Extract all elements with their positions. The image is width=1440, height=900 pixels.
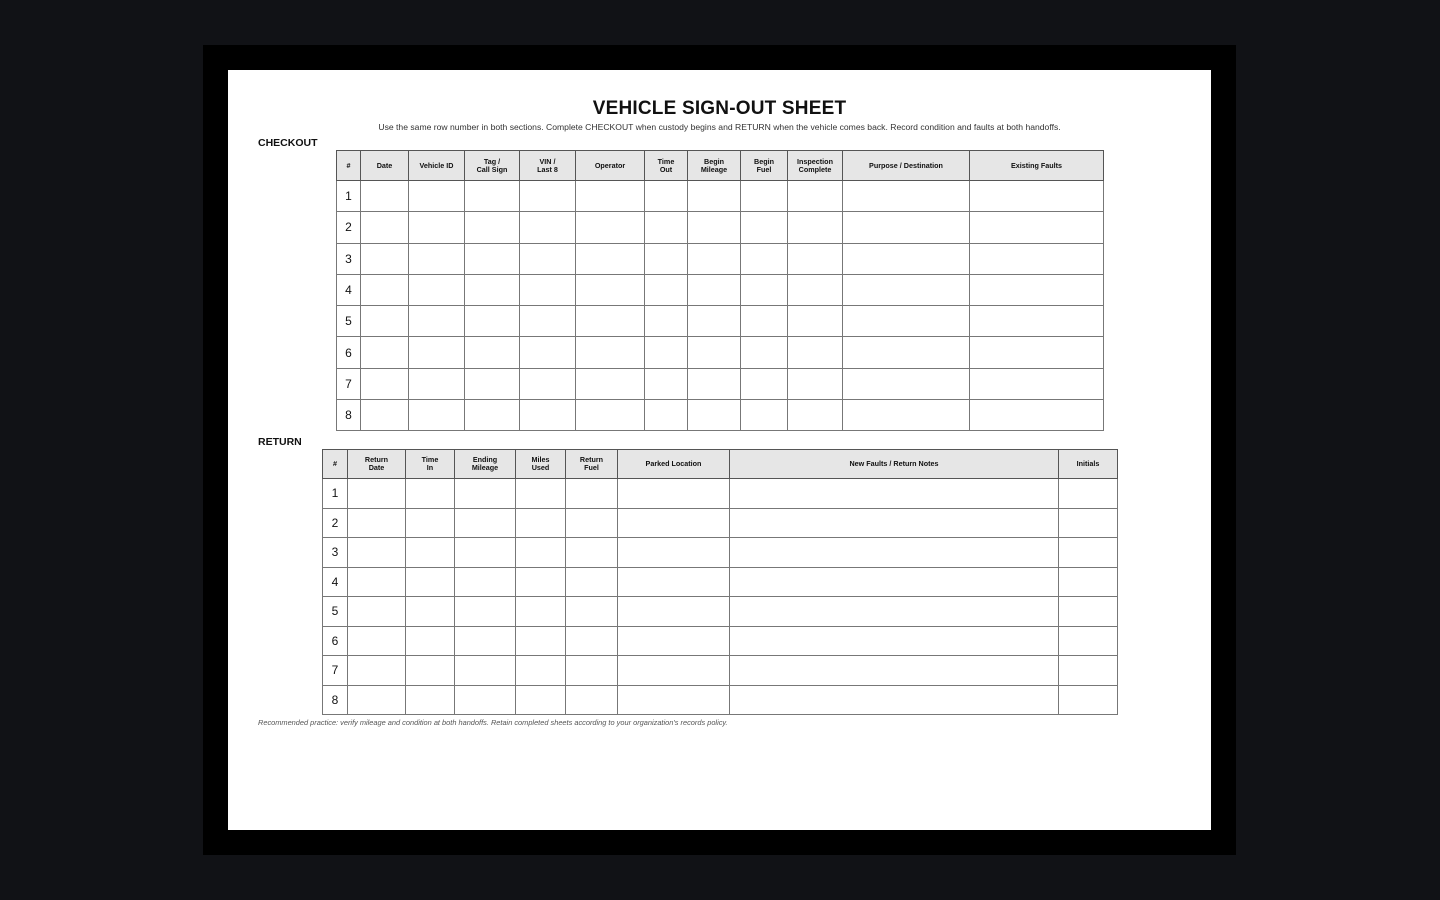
checkout-entry-cell[interactable]: [520, 243, 576, 274]
checkout-entry-cell[interactable]: [361, 274, 409, 305]
return-header-row: [323, 450, 1118, 479]
checkout-column-header: Begin Fuel: [741, 151, 788, 181]
return-entry-cell[interactable]: [406, 656, 455, 686]
checkout-header-row: [337, 151, 1104, 181]
checkout-entry-cell[interactable]: [409, 400, 465, 431]
checkout-entry-cell[interactable]: [688, 337, 741, 368]
checkout-entry-cell[interactable]: [843, 243, 970, 274]
checkout-entry-cell[interactable]: [645, 337, 688, 368]
checkout-entry-cell[interactable]: [970, 306, 1104, 337]
return-entry-cell[interactable]: [1059, 508, 1118, 538]
return-entry-cell[interactable]: [348, 597, 406, 627]
return-entry-cell[interactable]: [1059, 626, 1118, 656]
checkout-entry-cell[interactable]: [520, 368, 576, 399]
checkout-entry-cell[interactable]: [843, 212, 970, 243]
checkout-entry-cell[interactable]: [361, 306, 409, 337]
return-entry-cell[interactable]: [455, 597, 516, 627]
return-table-row: [323, 508, 1118, 538]
return-entry-cell[interactable]: [618, 656, 730, 686]
return-entry-cell[interactable]: [618, 479, 730, 509]
checkout-entry-cell[interactable]: [576, 181, 645, 212]
return-table-row: [323, 626, 1118, 656]
return-entry-cell[interactable]: [1059, 567, 1118, 597]
checkout-entry-cell[interactable]: [465, 243, 520, 274]
checkout-entry-cell[interactable]: [688, 212, 741, 243]
checkout-column-header: Inspection Complete: [788, 151, 843, 181]
row-number: 2: [323, 508, 348, 538]
return-entry-cell[interactable]: [516, 479, 566, 509]
return-entry-cell[interactable]: [1059, 656, 1118, 686]
checkout-entry-cell[interactable]: [843, 368, 970, 399]
checkout-entry-cell[interactable]: [741, 400, 788, 431]
return-entry-cell[interactable]: [455, 626, 516, 656]
row-number: 7: [337, 368, 361, 399]
checkout-entry-cell[interactable]: [645, 400, 688, 431]
return-entry-cell[interactable]: [455, 656, 516, 686]
checkout-entry-cell[interactable]: [361, 181, 409, 212]
return-table-row: [323, 479, 1118, 509]
return-section-label: RETURN: [258, 436, 302, 448]
checkout-entry-cell[interactable]: [465, 337, 520, 368]
return-column-header: Parked Location: [618, 450, 730, 479]
checkout-entry-cell[interactable]: [645, 243, 688, 274]
row-number: 6: [337, 337, 361, 368]
return-table: [322, 449, 1118, 715]
checkout-entry-cell[interactable]: [465, 400, 520, 431]
document-page: [228, 70, 1211, 830]
return-entry-cell[interactable]: [348, 626, 406, 656]
row-number: 8: [323, 685, 348, 715]
checkout-entry-cell[interactable]: [741, 274, 788, 305]
return-column-header: Miles Used: [516, 450, 566, 479]
row-number: 7: [323, 656, 348, 686]
checkout-entry-cell[interactable]: [361, 400, 409, 431]
return-entry-cell[interactable]: [455, 479, 516, 509]
checkout-entry-cell[interactable]: [465, 368, 520, 399]
checkout-entry-cell[interactable]: [843, 306, 970, 337]
return-entry-cell[interactable]: [618, 508, 730, 538]
checkout-entry-cell[interactable]: [576, 400, 645, 431]
return-entry-cell[interactable]: [455, 685, 516, 715]
return-entry-cell[interactable]: [348, 479, 406, 509]
checkout-entry-cell[interactable]: [361, 243, 409, 274]
return-entry-cell[interactable]: [516, 508, 566, 538]
checkout-entry-cell[interactable]: [520, 400, 576, 431]
checkout-entry-cell[interactable]: [576, 212, 645, 243]
return-column-header: #: [323, 450, 348, 479]
checkout-entry-cell[interactable]: [645, 306, 688, 337]
return-entry-cell[interactable]: [566, 597, 618, 627]
return-entry-cell[interactable]: [1059, 597, 1118, 627]
checkout-entry-cell[interactable]: [688, 306, 741, 337]
checkout-entry-cell[interactable]: [409, 368, 465, 399]
checkout-column-header: Operator: [576, 151, 645, 181]
row-number: 4: [337, 274, 361, 305]
return-entry-cell[interactable]: [730, 597, 1059, 627]
checkout-entry-cell[interactable]: [465, 212, 520, 243]
return-entry-cell[interactable]: [566, 656, 618, 686]
return-entry-cell[interactable]: [730, 508, 1059, 538]
return-entry-cell[interactable]: [348, 567, 406, 597]
checkout-entry-cell[interactable]: [741, 337, 788, 368]
checkout-entry-cell[interactable]: [970, 274, 1104, 305]
checkout-entry-cell[interactable]: [465, 181, 520, 212]
checkout-entry-cell[interactable]: [970, 400, 1104, 431]
return-entry-cell[interactable]: [618, 626, 730, 656]
checkout-entry-cell[interactable]: [409, 274, 465, 305]
return-column-header: Return Date: [348, 450, 406, 479]
return-entry-cell[interactable]: [566, 685, 618, 715]
return-entry-cell[interactable]: [516, 567, 566, 597]
return-entry-cell[interactable]: [516, 538, 566, 568]
return-entry-cell[interactable]: [455, 508, 516, 538]
return-column-header: Return Fuel: [566, 450, 618, 479]
checkout-entry-cell[interactable]: [741, 212, 788, 243]
return-column-header: Time In: [406, 450, 455, 479]
checkout-column-header: Purpose / Destination: [843, 151, 970, 181]
return-entry-cell[interactable]: [406, 567, 455, 597]
checkout-entry-cell[interactable]: [361, 212, 409, 243]
checkout-entry-cell[interactable]: [645, 212, 688, 243]
checkout-entry-cell[interactable]: [645, 274, 688, 305]
row-number: 5: [337, 306, 361, 337]
checkout-entry-cell[interactable]: [788, 243, 843, 274]
checkout-table-row: [337, 306, 1104, 337]
checkout-entry-cell[interactable]: [645, 368, 688, 399]
checkout-entry-cell[interactable]: [361, 368, 409, 399]
checkout-entry-cell[interactable]: [409, 243, 465, 274]
return-entry-cell[interactable]: [730, 567, 1059, 597]
checkout-entry-cell[interactable]: [645, 181, 688, 212]
document-title: VEHICLE SIGN-OUT SHEET: [592, 98, 847, 119]
row-number: 5: [323, 597, 348, 627]
return-entry-cell[interactable]: [406, 685, 455, 715]
checkout-entry-cell[interactable]: [788, 274, 843, 305]
checkout-entry-cell[interactable]: [788, 181, 843, 212]
return-entry-cell[interactable]: [406, 508, 455, 538]
return-table-row: [323, 567, 1118, 597]
return-table-row: [323, 656, 1118, 686]
return-entry-cell[interactable]: [730, 479, 1059, 509]
return-entry-cell[interactable]: [348, 656, 406, 686]
checkout-entry-cell[interactable]: [843, 274, 970, 305]
checkout-entry-cell[interactable]: [576, 306, 645, 337]
row-number: 2: [337, 212, 361, 243]
checkout-table: [336, 150, 1104, 431]
checkout-entry-cell[interactable]: [409, 212, 465, 243]
footer-note: Recommended practice: verify mileage and condition at both handoffs. Retain completed sheets according to your organization's records policy.: [258, 718, 728, 727]
checkout-section-label: CHECKOUT: [258, 137, 318, 149]
checkout-entry-cell[interactable]: [520, 306, 576, 337]
return-column-header: Initials: [1059, 450, 1118, 479]
return-entry-cell[interactable]: [618, 567, 730, 597]
checkout-table-row: [337, 243, 1104, 274]
checkout-entry-cell[interactable]: [970, 337, 1104, 368]
return-entry-cell[interactable]: [1059, 479, 1118, 509]
return-entry-cell[interactable]: [406, 597, 455, 627]
return-entry-cell[interactable]: [618, 597, 730, 627]
return-entry-cell[interactable]: [455, 538, 516, 568]
checkout-column-header: Vehicle ID: [409, 151, 465, 181]
checkout-table-row: [337, 274, 1104, 305]
row-number: 6: [323, 626, 348, 656]
return-entry-cell[interactable]: [406, 626, 455, 656]
return-entry-cell[interactable]: [516, 685, 566, 715]
checkout-entry-cell[interactable]: [520, 181, 576, 212]
return-entry-cell[interactable]: [1059, 685, 1118, 715]
return-entry-cell[interactable]: [516, 656, 566, 686]
checkout-entry-cell[interactable]: [688, 400, 741, 431]
checkout-entry-cell[interactable]: [741, 243, 788, 274]
checkout-entry-cell[interactable]: [788, 368, 843, 399]
checkout-table-row: [337, 368, 1104, 399]
checkout-entry-cell[interactable]: [576, 274, 645, 305]
return-entry-cell[interactable]: [1059, 538, 1118, 568]
checkout-entry-cell[interactable]: [970, 243, 1104, 274]
return-entry-cell[interactable]: [566, 479, 618, 509]
checkout-entry-cell[interactable]: [843, 400, 970, 431]
checkout-table-row: [337, 212, 1104, 243]
row-number: 3: [337, 243, 361, 274]
checkout-entry-cell[interactable]: [741, 368, 788, 399]
return-table-row: [323, 597, 1118, 627]
return-table-row: [323, 538, 1118, 568]
checkout-entry-cell[interactable]: [688, 274, 741, 305]
return-entry-cell[interactable]: [348, 508, 406, 538]
checkout-entry-cell[interactable]: [465, 274, 520, 305]
return-entry-cell[interactable]: [730, 656, 1059, 686]
return-column-header: New Faults / Return Notes: [730, 450, 1059, 479]
checkout-table-row: [337, 400, 1104, 431]
checkout-table-row: [337, 181, 1104, 212]
row-number: 1: [323, 479, 348, 509]
checkout-entry-cell[interactable]: [520, 337, 576, 368]
checkout-entry-cell[interactable]: [520, 274, 576, 305]
checkout-column-header: Tag / Call Sign: [465, 151, 520, 181]
return-entry-cell[interactable]: [566, 626, 618, 656]
return-entry-cell[interactable]: [566, 567, 618, 597]
checkout-entry-cell[interactable]: [576, 243, 645, 274]
return-entry-cell[interactable]: [516, 626, 566, 656]
row-number: 4: [323, 567, 348, 597]
checkout-column-header: Begin Mileage: [688, 151, 741, 181]
checkout-column-header: Time Out: [645, 151, 688, 181]
checkout-entry-cell[interactable]: [576, 337, 645, 368]
return-entry-cell[interactable]: [516, 597, 566, 627]
return-entry-cell[interactable]: [566, 538, 618, 568]
return-table-row: [323, 685, 1118, 715]
checkout-entry-cell[interactable]: [409, 337, 465, 368]
checkout-entry-cell[interactable]: [788, 337, 843, 368]
checkout-column-header: Date: [361, 151, 409, 181]
return-entry-cell[interactable]: [406, 479, 455, 509]
checkout-column-header: Existing Faults: [970, 151, 1104, 181]
checkout-entry-cell[interactable]: [843, 337, 970, 368]
row-number: 8: [337, 400, 361, 431]
return-entry-cell[interactable]: [348, 685, 406, 715]
checkout-entry-cell[interactable]: [409, 306, 465, 337]
checkout-entry-cell[interactable]: [688, 181, 741, 212]
checkout-entry-cell[interactable]: [688, 368, 741, 399]
row-number: 3: [323, 538, 348, 568]
return-entry-cell[interactable]: [406, 538, 455, 568]
return-entry-cell[interactable]: [730, 626, 1059, 656]
return-entry-cell[interactable]: [618, 685, 730, 715]
return-entry-cell[interactable]: [455, 567, 516, 597]
checkout-entry-cell[interactable]: [361, 337, 409, 368]
checkout-column-header: VIN / Last 8: [520, 151, 576, 181]
checkout-entry-cell[interactable]: [520, 212, 576, 243]
return-column-header: Ending Mileage: [455, 450, 516, 479]
return-entry-cell[interactable]: [730, 538, 1059, 568]
return-entry-cell[interactable]: [730, 685, 1059, 715]
instructions-text: Use the same row number in both sections. Complete CHECKOUT when custody begins and RETURN when the vehicle comes back. Record condition and faults at both handoffs.: [378, 122, 1061, 132]
checkout-entry-cell[interactable]: [970, 212, 1104, 243]
return-entry-cell[interactable]: [618, 538, 730, 568]
checkout-entry-cell[interactable]: [409, 181, 465, 212]
checkout-entry-cell[interactable]: [843, 181, 970, 212]
checkout-entry-cell[interactable]: [465, 306, 520, 337]
checkout-table-row: [337, 337, 1104, 368]
checkout-entry-cell[interactable]: [688, 243, 741, 274]
checkout-entry-cell[interactable]: [576, 368, 645, 399]
return-entry-cell[interactable]: [348, 538, 406, 568]
checkout-column-header: #: [337, 151, 361, 181]
return-entry-cell[interactable]: [566, 508, 618, 538]
row-number: 1: [337, 181, 361, 212]
checkout-entry-cell[interactable]: [788, 400, 843, 431]
checkout-entry-cell[interactable]: [970, 181, 1104, 212]
checkout-entry-cell[interactable]: [970, 368, 1104, 399]
checkout-entry-cell[interactable]: [788, 212, 843, 243]
checkout-entry-cell[interactable]: [741, 306, 788, 337]
checkout-entry-cell[interactable]: [788, 306, 843, 337]
checkout-entry-cell[interactable]: [741, 181, 788, 212]
